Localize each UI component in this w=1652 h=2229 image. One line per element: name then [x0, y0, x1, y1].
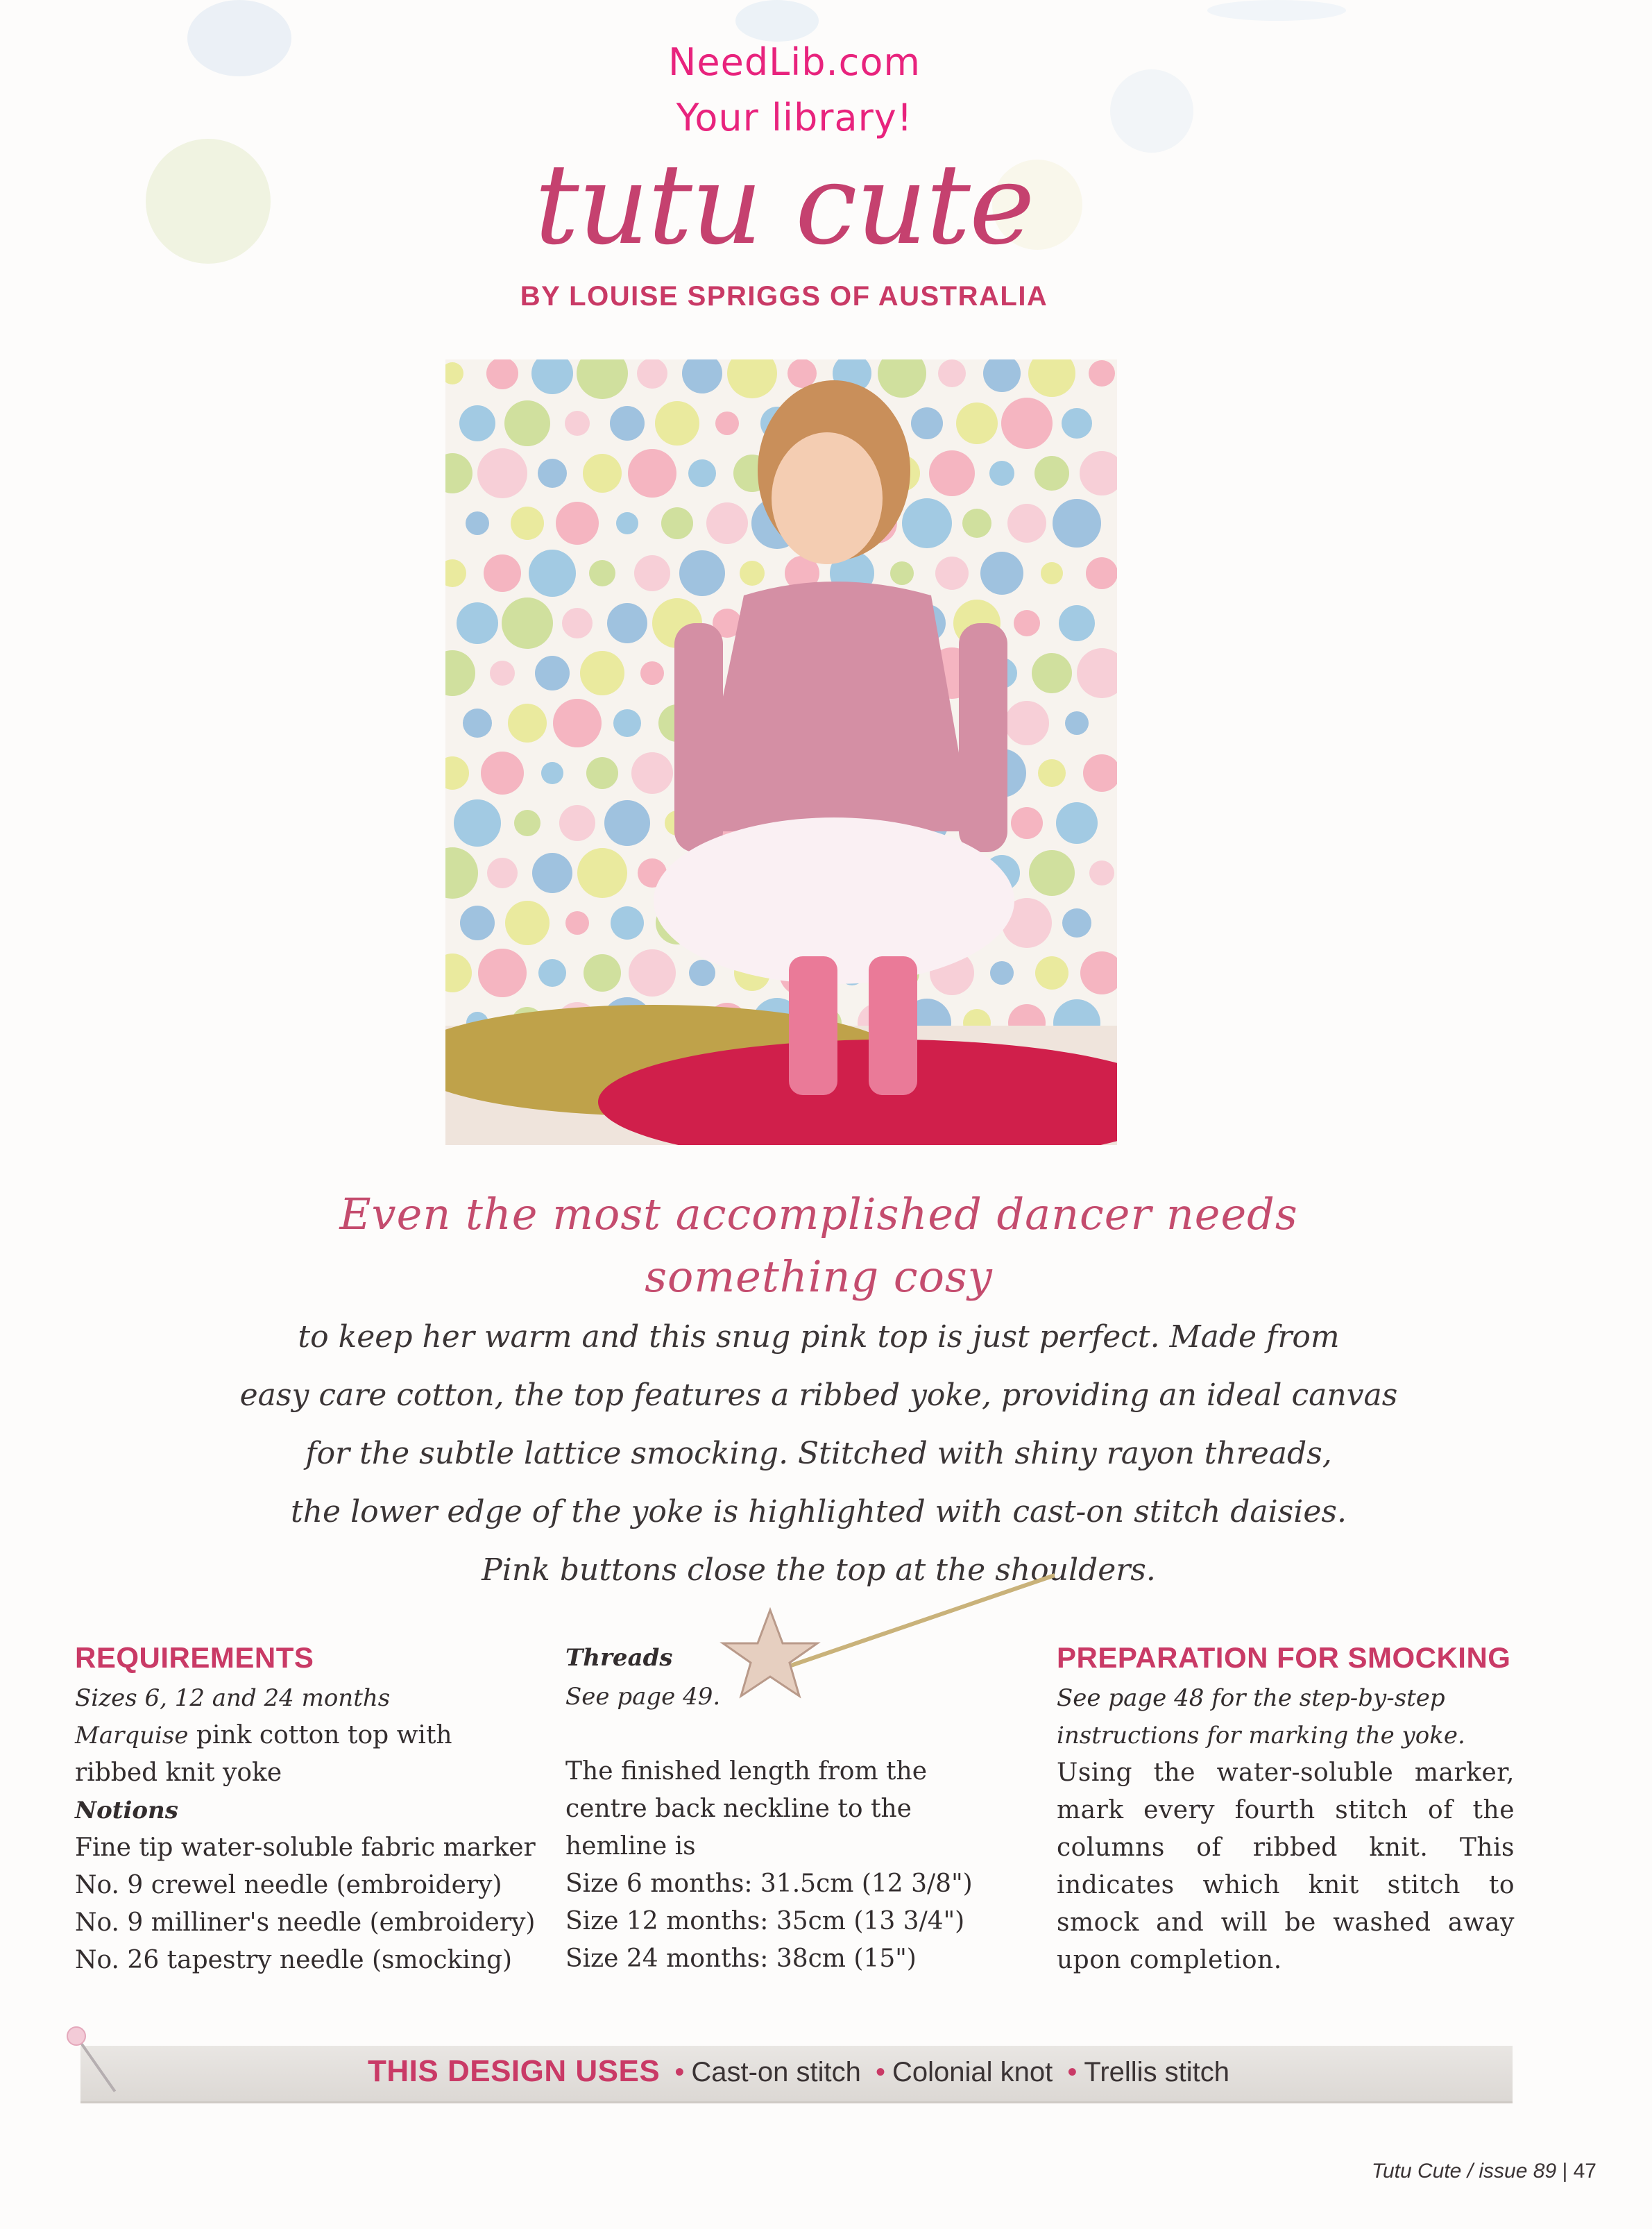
top-brand: Marquise	[75, 1722, 189, 1749]
notion-item: No. 9 milliner's needle (embroidery)	[75, 1908, 536, 1937]
watermark	[569, 35, 1020, 146]
footer-issue: / issue 89	[1467, 2160, 1557, 2183]
design-uses	[368, 2054, 1478, 2089]
intro-line: the lower edge of the yoke is highlighted with cast-on stitch daisies.	[291, 1494, 1347, 1529]
background-dot	[1110, 69, 1193, 153]
preparation-see: instructions for marking the yoke.	[1057, 1722, 1465, 1749]
intro-line: Pink buttons close the top at the shoulders.	[482, 1552, 1156, 1588]
photo-illustration	[445, 359, 1117, 1145]
length-intro-line: The finished length from the	[565, 1757, 927, 1786]
requirements-column	[75, 1638, 547, 1979]
page-footer	[1372, 2160, 1596, 2183]
intro-line: for the subtle lattice smocking. Stitched with shiny rayon threads,	[305, 1436, 1332, 1471]
size-length: Size 12 months: 35cm (13 3/4")	[565, 1907, 965, 1935]
threads-see: See page 49.	[565, 1683, 721, 1711]
length-intro-line: centre back neckline to the	[565, 1795, 912, 1823]
bullet-icon: •	[1067, 2057, 1078, 2087]
footer-title: Tutu Cute	[1371, 2160, 1462, 2183]
design-uses-label: THIS DESIGN USES	[368, 2054, 661, 2088]
stitch-item: Colonial knot	[892, 2057, 1053, 2087]
requirements-heading: REQUIREMENTS	[75, 1641, 314, 1674]
intro-lead: Even the most accomplished dancer needs something cosy	[339, 1189, 1298, 1302]
bullet-icon: •	[674, 2057, 685, 2087]
threads-heading: Threads	[565, 1644, 673, 1672]
background-dot	[146, 139, 271, 264]
pin-icon	[67, 2026, 86, 2046]
watermark-line2: Your library!	[676, 96, 913, 139]
size-length: Size 24 months: 38cm (15")	[565, 1944, 917, 1973]
preparation-see: See page 48 for the step-by-step	[1057, 1684, 1445, 1712]
notion-item: Fine tip water-soluble fabric marker	[75, 1833, 536, 1862]
footer-divider: |	[1562, 2160, 1574, 2183]
background-dot	[187, 0, 291, 76]
notion-item: No. 26 tapestry needle (smocking)	[75, 1946, 513, 1974]
length-intro-line: hemline is	[565, 1832, 696, 1861]
preparation-body: Using the water-soluble marker, mark every fourth stitch of the columns of ribbed knit. This indicates which knit stitch to smock and will be washed away upon completion.	[1057, 1758, 1515, 1974]
byline: BY LOUISE SPRIGGS OF AUSTRALIA	[520, 281, 1048, 312]
intro-line: to keep her warm and this snug pink top is just perfect. Made from	[298, 1319, 1340, 1355]
preparation-column	[1057, 1638, 1515, 1979]
top-description: pink cotton top with	[196, 1721, 452, 1749]
spacer	[565, 1715, 996, 1753]
child-photo	[445, 359, 1117, 1145]
intro-paragraph	[229, 1183, 1408, 1600]
notion-item: No. 9 crewel needle (embroidery)	[75, 1871, 502, 1899]
bullet-icon: •	[875, 2057, 885, 2087]
requirements-top	[75, 1717, 547, 1754]
watermark-line1: NeedLib.com	[668, 40, 921, 84]
size-length: Size 6 months: 31.5cm (12 3/8")	[565, 1870, 973, 1898]
requirements-top-line2: ribbed knit yoke	[75, 1758, 282, 1787]
intro-line: easy care cotton, the top features a ribbed yoke, providing an ideal canvas	[239, 1378, 1398, 1413]
requirements-sizes: Sizes 6, 12 and 24 months	[75, 1684, 391, 1712]
stitch-item: Cast-on stitch	[691, 2057, 861, 2087]
notions-heading: Notions	[75, 1797, 178, 1824]
page-title: tutu cute	[534, 139, 1034, 269]
preparation-heading: PREPARATION FOR SMOCKING	[1057, 1641, 1511, 1674]
background-dot	[1207, 0, 1346, 21]
stitch-item: Trellis stitch	[1084, 2057, 1230, 2087]
page-number: 47	[1573, 2160, 1596, 2183]
threads-column	[565, 1638, 996, 1978]
